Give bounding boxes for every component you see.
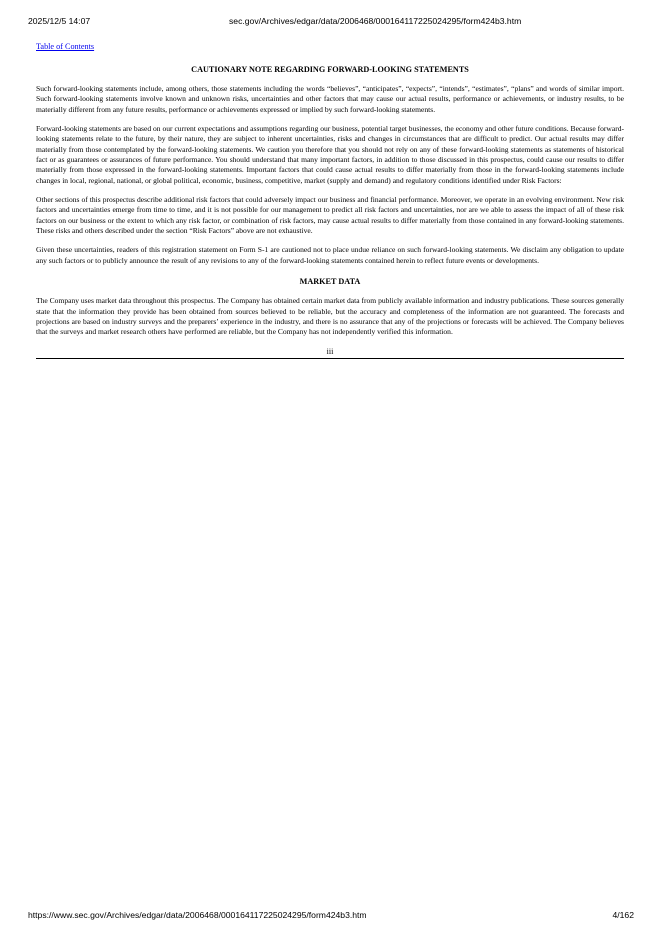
forward-looking-paragraph-2: Forward-looking statements are based on our current expectations and assumptions regarding our business, potential target businesses, the economy and other future conditions. Because forward-looking statements relate to the future, by their nature, they are subject to inherent uncertainties, risks and changes in circumstances that are difficult to predict. Our actual results may differ materially from those contemplated by the forward-looking statements. We caution you therefore that you should not rely on any of these forward-looking statements as statements of historical fact or as guarantees or assurances of future performance. You should understand that many important factors, in addition to those discussed in this prospectus, could cause our results to differ materially from those expressed in the forward-looking statements. Important factors that could cause actual results to differ materially from those in the forward-looking statements include changes in local, regional, national, or global political, economic, business, competitive, market (supply and demand) and regulatory conditions identified under Risk Factors: <box>36 124 624 185</box>
print-datetime: 2025/12/5 14:07 <box>28 16 91 26</box>
print-footer <box>28 910 634 922</box>
forward-looking-heading: CAUTIONARY NOTE REGARDING FORWARD-LOOKING STATEMENTS <box>191 65 469 74</box>
market-data-heading: MARKET DATA <box>299 277 361 287</box>
document-page <box>36 36 624 359</box>
forward-looking-paragraph-3: Other sections of this prospectus describe additional risk factors that could adversely impact our business and financial performance. Moreover, we operate in an evolving environment. New risk factors and uncertainties emerge from time to time, and it is not possible for our management to predict all risk factors and uncertainties, nor are we able to assess the impact of all of these risk factors on our business or the extent to which any risk factor, or combination of risk factors, may cause actual results to differ materially from those contained in any forward-looking statements. These risks and others described under the section “Risk Factors” above are not exhaustive. <box>36 195 624 236</box>
page-divider <box>36 358 624 359</box>
print-page-count: 4/162 <box>612 910 634 920</box>
market-data-paragraph: The Company uses market data throughout this prospectus. The Company has obtained certain market data from publicly available information and industry publications. These sources generally state that the information they provide has been obtained from sources believed to be reliable, but the accuracy and completeness of the information are not guaranteed. The forecasts and projections are based on industry surveys and the preparers’ experience in the industry, and there is no assurance that any of the projections or forecasts will be achieved. The Company believes that the surveys and market research others have performed are reliable, but the Company has not independently verified this information. <box>36 296 624 337</box>
table-of-contents-link[interactable]: Table of Contents <box>36 42 95 51</box>
page-number: iii <box>326 346 334 356</box>
print-url: https://www.sec.gov/Archives/edgar/data/2006468/000164117225024295/form424b3.htm <box>28 910 367 920</box>
print-page-title: sec.gov/Archives/edgar/data/2006468/000164117225024295/form424b3.htm <box>229 16 522 26</box>
print-header <box>28 16 634 28</box>
forward-looking-paragraph-1: Such forward-looking statements include, among others, those statements including the words “believes”, “anticipates”, “expects”, “intends”, “estimates”, “plans” and words of similar import. Such forward-looking statements involve known and unknown risks, uncertainties and other factors that may cause our actual results, performance or achievements, or industry results, to be materially different from any future results, performance or achievements expressed or implied by such forward-looking statements. <box>36 84 624 114</box>
forward-looking-paragraph-4: Given these uncertainties, readers of this registration statement on Form S-1 are cautioned not to place undue reliance on such forward-looking statements. We disclaim any obligation to update any such factors or to publicly announce the result of any revisions to any of the forward-looking statements contained herein to reflect future events or developments. <box>36 245 624 265</box>
